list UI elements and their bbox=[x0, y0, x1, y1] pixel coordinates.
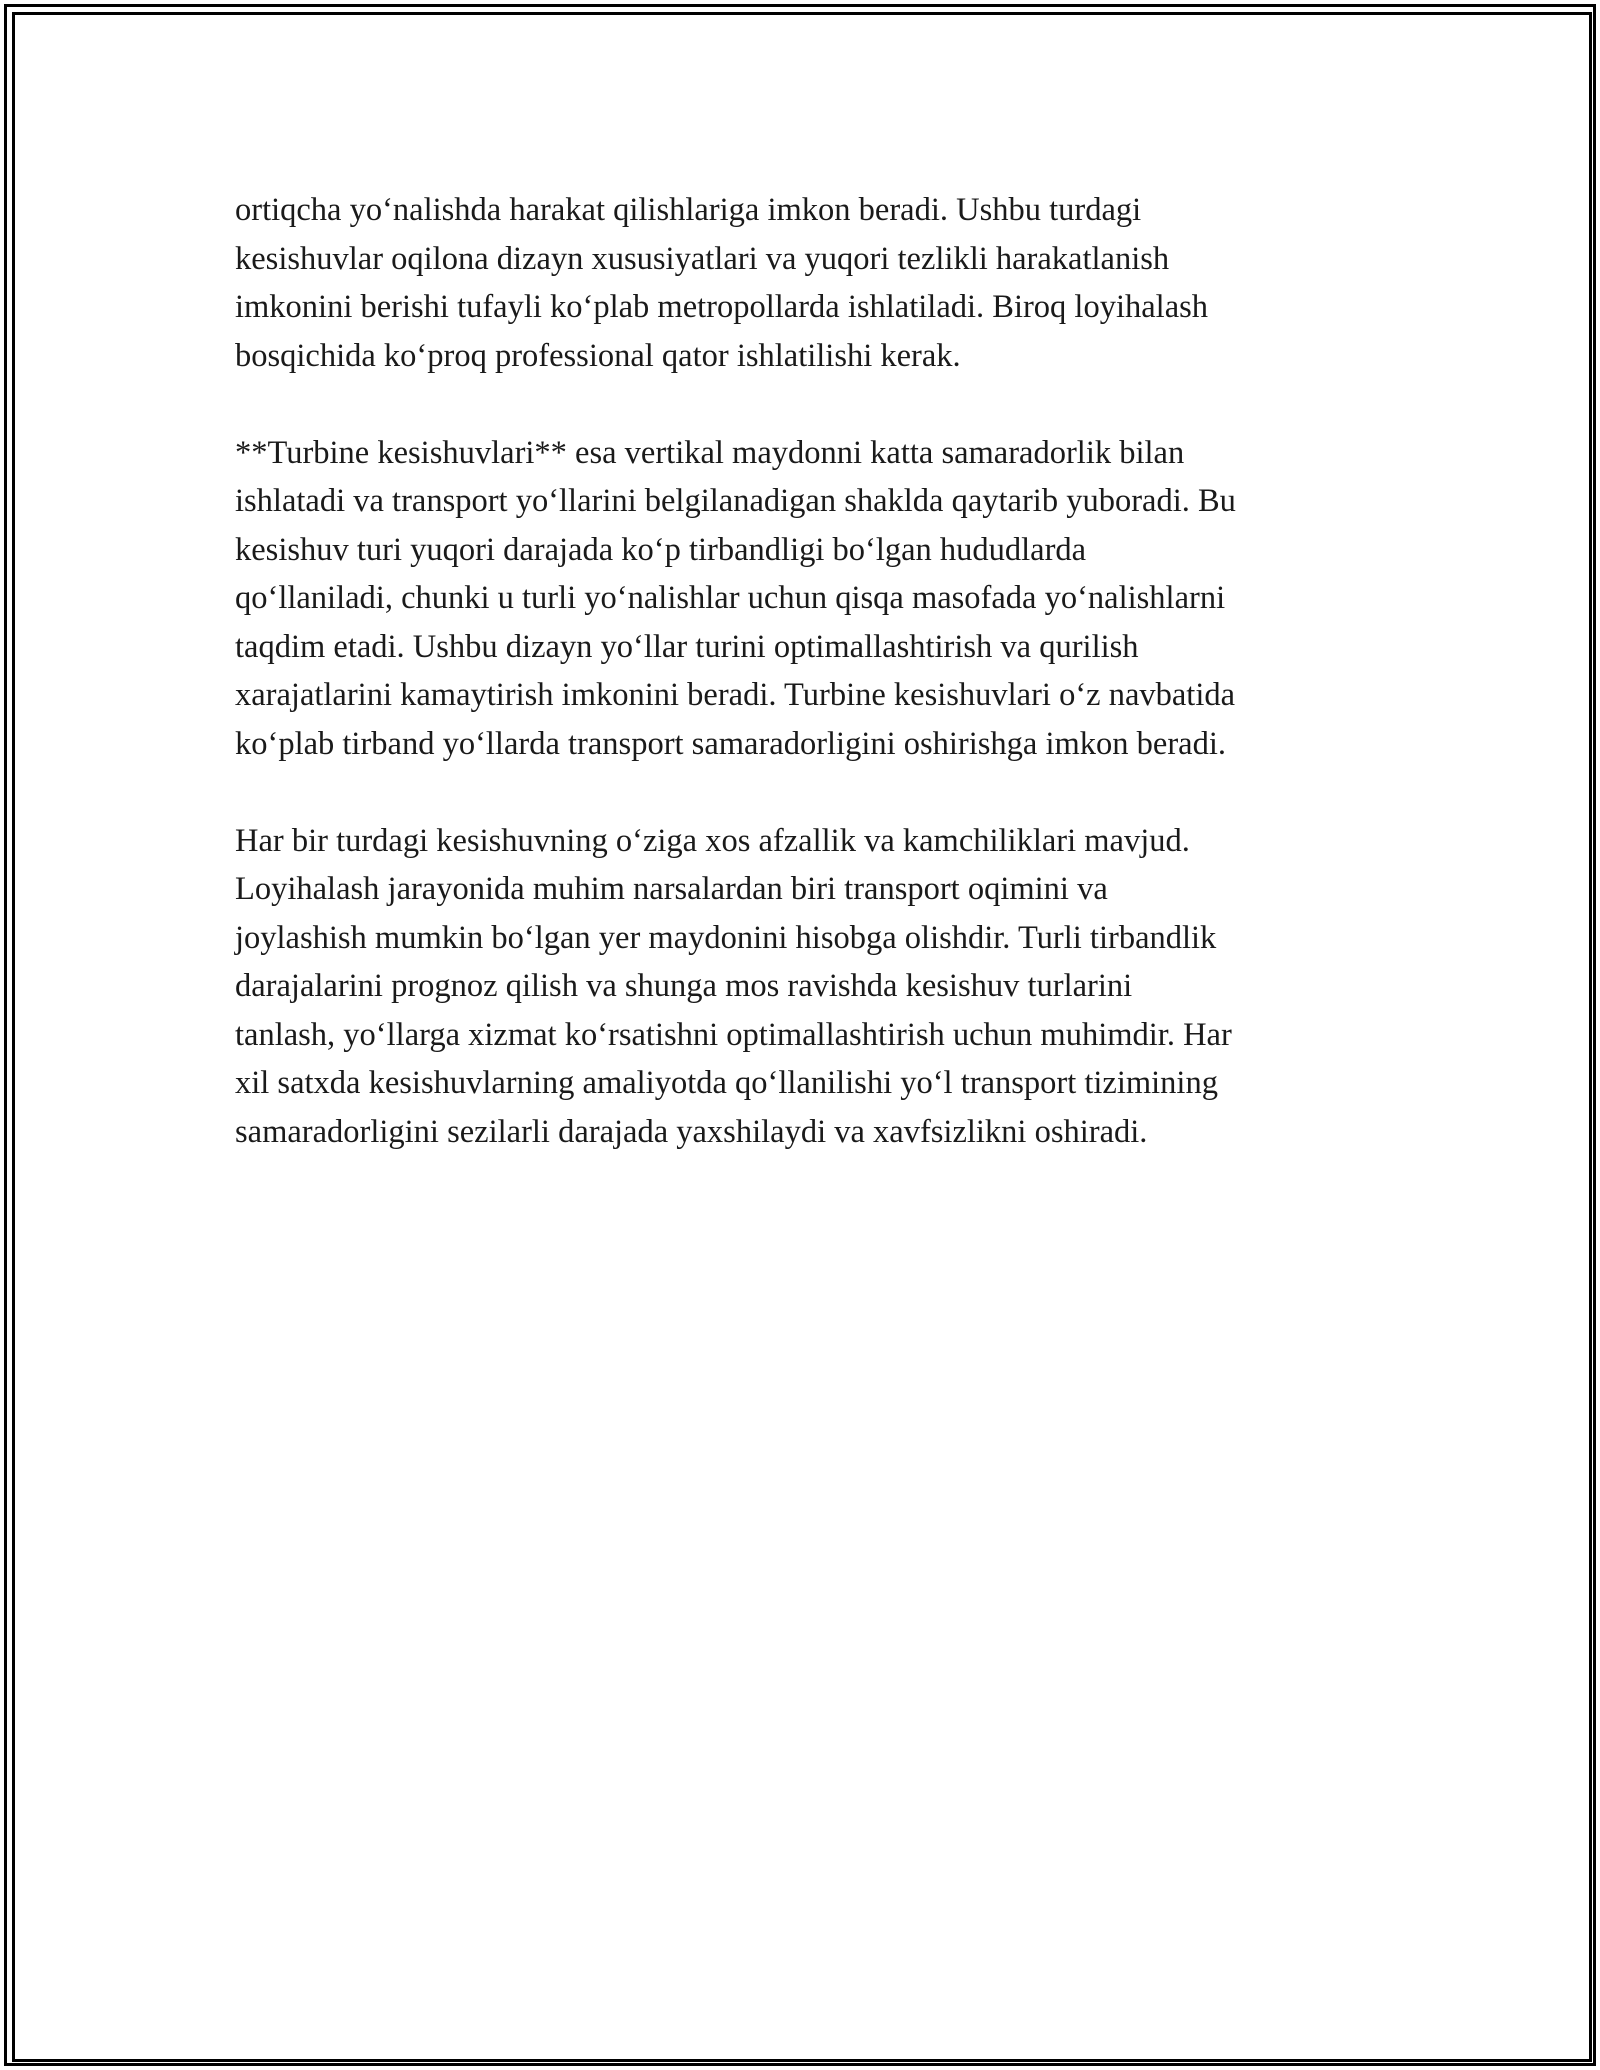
paragraph-3: Har bir turdagi kesishuvning o‘ziga xos afzallik va kamchiliklari mavjud. Loyihalash jarayonida muhim narsalardan biri transport oqimini va joylashish mumkin bo‘lgan yer maydonini hisobga olishdir. Turli tirbandlik darajalarini prognoz qilish va shunga mos ravishda kesishuv turlarini tanlash, yo‘llarga xizmat ko‘rsatishni optimallashtirish uchun muhimdir. Har xil satxda kesishuvlarning amaliyotda qo‘llanilishi yo‘l transport tizimining samaradorligini sezilarli darajada yaxshilaydi va xavfsizlikni oshiradi. bbox=[235, 822, 1232, 1150]
paragraph-1: ortiqcha yo‘nalishda harakat qilishlariga imkon beradi. Ushbu turdagi kesishuvlar oqilona dizayn xususiyatlari va yuqori tezlikli harakatlanish imkonini berishi tufayli ko‘plab metropollarda ishlatiladi. Biroq loyihalash bosqichida ko‘proq professional qator ishlatilishi kerak. bbox=[235, 192, 1209, 374]
document-body bbox=[235, 186, 1385, 1205]
paragraph-2: **Turbine kesishuvlari** esa vertikal maydonni katta samaradorlik bilan ishlatadi va transport yo‘llarini belgilanadigan shaklda qaytarib yuboradi. Bu kesishuv turi yuqori darajada ko‘p tirbandligi bo‘lgan hududlarda qo‘llaniladi, chunki u turli yo‘nalishlar uchun qisqa masofada yo‘nalishlarni taqdim etadi. Ushbu dizayn yo‘llar turini optimallashtirish va qurilish xarajatlarini kamaytirish imkonini beradi. Turbine kesishuvlari o‘z navbatida ko‘plab tirband yo‘llarda transport samaradorligini oshirishga imkon beradi. bbox=[235, 434, 1236, 762]
